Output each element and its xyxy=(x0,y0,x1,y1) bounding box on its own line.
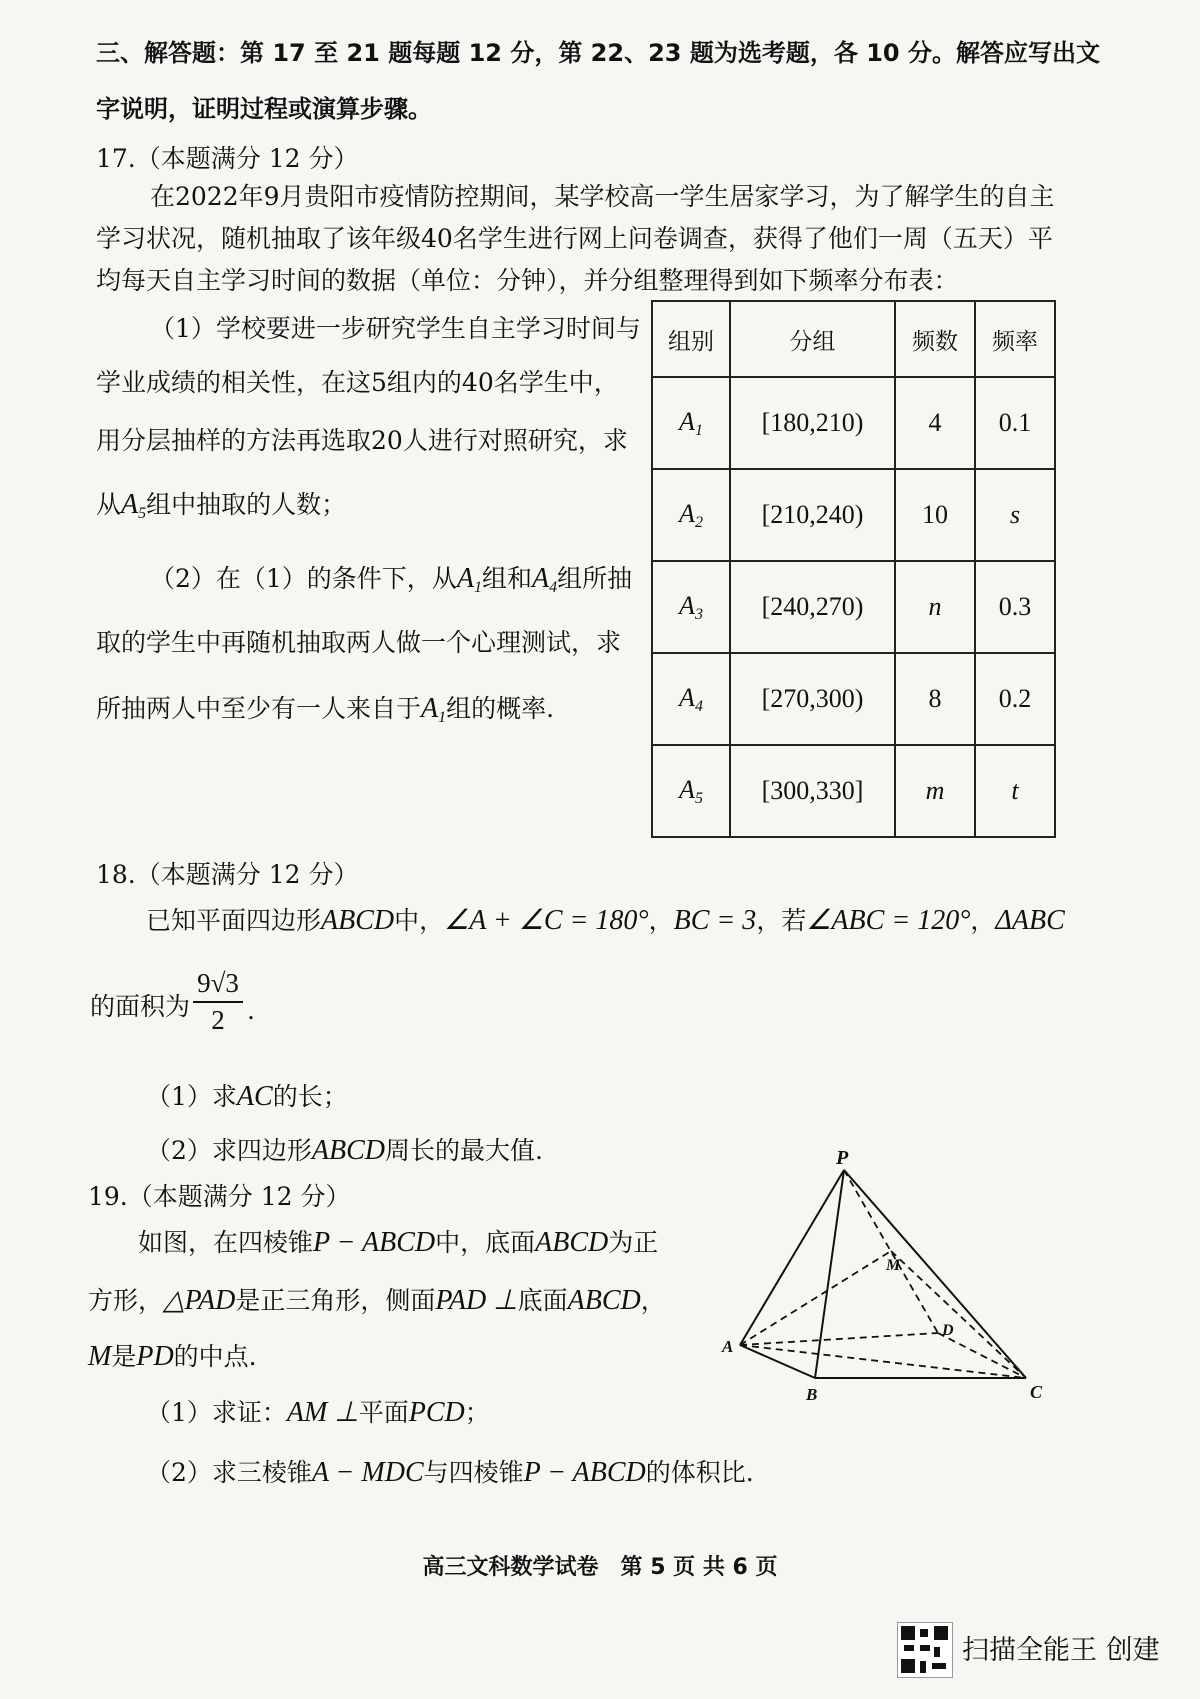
subscript: 5 xyxy=(694,789,703,807)
text: 从 xyxy=(96,490,122,519)
q18-line2 xyxy=(90,990,190,1024)
q18-line1 xyxy=(146,904,1065,938)
q17-part2-line2: 取的学生中再随机抽取两人做一个心理测试，求 xyxy=(96,628,622,657)
count-cell: 10 xyxy=(895,469,975,561)
fraction-bar xyxy=(193,1001,243,1003)
group-cell xyxy=(652,653,730,745)
scanner-watermark-text: 扫描全能王 创建 xyxy=(962,1635,1160,1666)
q19-part1 xyxy=(146,1396,490,1430)
q17-part2-line3 xyxy=(96,692,554,735)
label-M: M xyxy=(886,1257,901,1274)
math: PCD xyxy=(408,1397,465,1428)
q18-line2-period: . xyxy=(247,996,255,1025)
text: A xyxy=(121,489,139,520)
edge-AD-hidden xyxy=(740,1333,938,1345)
text: A xyxy=(679,774,695,804)
edge-DC-hidden xyxy=(938,1333,1026,1378)
text: ， xyxy=(648,906,674,935)
table-row xyxy=(652,561,1055,653)
text: 组和 xyxy=(481,564,532,593)
text: A xyxy=(679,498,695,528)
math: ABCD xyxy=(535,1227,609,1258)
text: （2）在（1）的条件下，从 xyxy=(150,564,457,593)
subscript: 1 xyxy=(438,709,447,726)
math: BC = 3 xyxy=(673,905,757,936)
group-cell xyxy=(652,377,730,469)
table-row xyxy=(652,469,1055,561)
section-heading-line2: 字说明，证明过程或演算步骤。 xyxy=(96,95,432,123)
label-C: C xyxy=(1030,1382,1043,1402)
header-frequency: 频率 xyxy=(975,301,1055,377)
label-B: B xyxy=(806,1385,818,1404)
math: ∠A + ∠C = 180° xyxy=(444,905,649,936)
q19-line2 xyxy=(88,1284,666,1318)
frequency-cell: t xyxy=(975,745,1055,837)
text: （2）求四边形 xyxy=(146,1136,312,1165)
text: 为正 xyxy=(608,1228,659,1257)
edge-PC xyxy=(844,1170,1026,1378)
page-footer: 高三文科数学试卷 第 5 页 共 6 页 xyxy=(422,1555,778,1580)
text: ； xyxy=(464,1398,490,1427)
count-cell: m xyxy=(895,745,975,837)
subscript: 4 xyxy=(549,579,558,596)
q17-part1-line3: 用分层抽样的方法再选取20人进行对照研究，求 xyxy=(96,426,628,455)
q17-header: 17.（本题满分 12 分） xyxy=(96,144,359,173)
label-P: P xyxy=(836,1147,849,1169)
interval-cell: [300,330] xyxy=(730,745,895,837)
text: ，若 xyxy=(756,906,807,935)
edge-PA xyxy=(740,1170,844,1345)
diagonal-AC-hidden xyxy=(740,1345,1026,1378)
math: PAD ⊥ xyxy=(435,1285,518,1316)
frequency-cell: 0.3 xyxy=(975,561,1055,653)
math: △PAD xyxy=(163,1285,236,1316)
math: A − MDC xyxy=(311,1457,424,1488)
text: 已知平面四边形 xyxy=(146,906,322,935)
text: A xyxy=(456,563,474,594)
subscript: 2 xyxy=(694,513,703,531)
text: 的体积比. xyxy=(645,1458,754,1487)
subscript: 5 xyxy=(138,505,147,522)
text: 的面积为 xyxy=(90,992,191,1021)
fraction xyxy=(193,968,243,1036)
text: ， xyxy=(970,906,996,935)
math: M xyxy=(88,1341,112,1372)
subscript: 1 xyxy=(473,579,482,596)
math: ABCD xyxy=(311,1135,386,1166)
text: 底面 xyxy=(517,1286,568,1315)
label-A: A xyxy=(722,1337,734,1356)
text: 方形， xyxy=(88,1286,164,1315)
denominator: 2 xyxy=(211,1005,225,1035)
subscript: 1 xyxy=(694,421,703,439)
text: 中，底面 xyxy=(435,1228,536,1257)
text: A xyxy=(421,693,439,724)
math: P − ABCD xyxy=(313,1227,436,1258)
table-row xyxy=(652,653,1055,745)
segment-MC-hidden xyxy=(891,1251,1026,1378)
segment-AM-hidden xyxy=(740,1251,891,1345)
group-symbol xyxy=(532,563,557,594)
table-row xyxy=(652,377,1055,469)
group-symbol xyxy=(457,563,482,594)
text: ， xyxy=(640,1286,666,1315)
section-heading-line1: 三、解答题：第 17 至 21 题每题 12 分，第 22、23 题为选考题，各 10 分。解答应写出文 xyxy=(96,39,1100,67)
q17-part2-line1 xyxy=(150,562,632,605)
q17-intro-line2: 学习状况，随机抽取了该年级40名学生进行网上问卷调查，获得了他们一周（五天）平 xyxy=(96,224,1053,253)
q19-header: 19.（本题满分 12 分） xyxy=(88,1182,351,1211)
text: 组的概率. xyxy=(446,694,555,723)
text: A xyxy=(531,563,550,594)
subscript: 4 xyxy=(694,697,703,715)
q19-line1 xyxy=(138,1226,658,1260)
label-D: D xyxy=(942,1322,954,1339)
q19-line3 xyxy=(88,1340,257,1374)
interval-cell: [180,210) xyxy=(730,377,895,469)
interval-cell: [240,270) xyxy=(730,561,895,653)
frequency-cell: 0.2 xyxy=(975,653,1055,745)
q17-part1-line4 xyxy=(96,488,346,531)
qr-code-icon xyxy=(897,1622,953,1678)
frequency-cell: 0.1 xyxy=(975,377,1055,469)
text: 组所抽 xyxy=(557,564,633,593)
numerator: 9√3 xyxy=(197,968,239,998)
interval-cell: [270,300) xyxy=(730,653,895,745)
group-cell xyxy=(652,469,730,561)
table-header-row xyxy=(652,301,1055,377)
text: A xyxy=(679,406,695,436)
edge-PB xyxy=(815,1170,844,1378)
group-symbol xyxy=(121,489,146,520)
frequency-cell: s xyxy=(975,469,1055,561)
text: 如图，在四棱锥 xyxy=(138,1228,314,1257)
q17-intro-line1: 在2022年9月贵阳市疫情防控期间，某学校高一学生居家学习，为了解学生的自主 xyxy=(150,182,1055,211)
text: 周长的最大值. xyxy=(385,1136,543,1165)
q18-header: 18.（本题满分 12 分） xyxy=(96,860,359,889)
math: ABCD xyxy=(567,1285,641,1316)
math: P − ABCD xyxy=(523,1457,646,1488)
q17-intro-line3: 均每天自主学习时间的数据（单位：分钟），并分组整理得到如下频率分布表： xyxy=(96,266,959,295)
math: AM ⊥ xyxy=(286,1397,359,1428)
text: 是 xyxy=(111,1342,137,1371)
math: AC xyxy=(236,1081,273,1112)
text: 中， xyxy=(394,906,445,935)
text: （1）求证： xyxy=(146,1398,287,1427)
interval-cell: [210,240) xyxy=(730,469,895,561)
math: PD xyxy=(136,1341,174,1372)
header-group: 组别 xyxy=(652,301,730,377)
frequency-table xyxy=(651,300,1056,838)
q17-part1-line1: （1）学校要进一步研究学生自主学习时间与 xyxy=(150,314,641,343)
text: 所抽两人中至少有一人来自于 xyxy=(96,694,422,723)
header-interval: 分组 xyxy=(730,301,895,377)
text: A xyxy=(679,682,695,712)
text: 是正三角形，侧面 xyxy=(235,1286,436,1315)
group-cell xyxy=(652,561,730,653)
text: A xyxy=(679,590,695,620)
group-symbol xyxy=(421,693,446,724)
count-cell: 8 xyxy=(895,653,975,745)
text: （1）求 xyxy=(146,1082,237,1111)
count-cell: 4 xyxy=(895,377,975,469)
pyramid-figure xyxy=(700,1140,1060,1410)
math: ABCD xyxy=(321,905,395,936)
text: 与四棱锥 xyxy=(423,1458,524,1487)
table-row xyxy=(652,745,1055,837)
q19-part2 xyxy=(146,1456,754,1490)
group-cell xyxy=(652,745,730,837)
q18-part1 xyxy=(146,1080,348,1114)
q17-part1-line2: 学业成绩的相关性，在这5组内的40名学生中， xyxy=(96,368,619,397)
text: （2）求三棱锥 xyxy=(146,1458,312,1487)
text: 的中点. xyxy=(173,1342,257,1371)
text: 平面 xyxy=(358,1398,409,1427)
q18-part2 xyxy=(146,1134,543,1168)
count-cell: n xyxy=(895,561,975,653)
subscript: 3 xyxy=(694,605,703,623)
text: 的长； xyxy=(272,1082,348,1111)
header-count: 频数 xyxy=(895,301,975,377)
text: 组中抽取的人数； xyxy=(146,490,347,519)
math: ΔABC xyxy=(995,905,1065,936)
math: ∠ABC = 120° xyxy=(806,905,971,936)
